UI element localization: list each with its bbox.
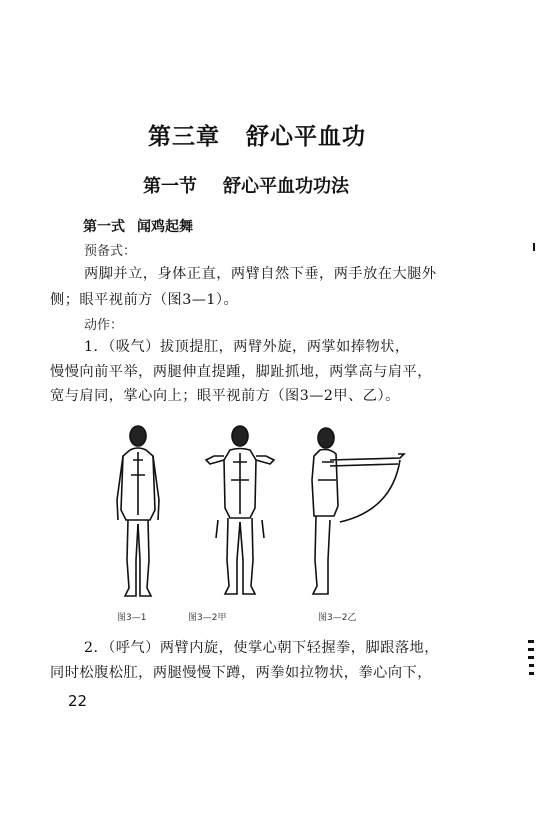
section-number: 第一节 [143, 176, 197, 197]
scan-mark [529, 672, 534, 675]
chapter-title: 舒心平血功 [246, 123, 366, 150]
step1-line-2: 慢慢向前平举，两腿伸直提踵，脚趾抓地，两掌高与肩平， [50, 364, 432, 380]
scan-mark [528, 656, 534, 659]
page-number: 22 [68, 692, 88, 710]
caption-figure-3-2b: 图3—2乙 [318, 613, 357, 623]
step1-line-3: 宽与肩同，掌心向上；眼平视前方（图3—2甲、乙）。 [50, 388, 400, 404]
section-heading [143, 172, 349, 198]
figure-3-1-standing-illustration [103, 420, 173, 605]
prep-line-1: 两脚并立，身体正直，两臂自然下垂，两手放在大腿外 [84, 266, 437, 282]
step1-line-1: 1．（吸气）拔顶提肛，两臂外旋，两掌如捧物状， [84, 339, 410, 355]
chapter-number: 第三章 [148, 123, 220, 150]
scan-mark [528, 648, 534, 651]
prep-label: 预备式： [84, 244, 137, 259]
section-title: 舒心平血功功法 [223, 176, 349, 197]
caption-figure-3-2a: 图3—2甲 [188, 613, 227, 623]
prep-line-2: 侧；眼平视前方（图3—1）。 [50, 292, 239, 308]
scan-mark [533, 243, 535, 251]
form-number: 第一式 [83, 219, 125, 235]
scan-mark [529, 664, 534, 667]
step2-line-2: 同时松腹松肛，两腿慢慢下蹲，两拳如拉物状，拳心向下， [50, 665, 432, 681]
action-label: 动作： [84, 318, 124, 333]
figure-3-2b-side-raise-illustration [300, 420, 410, 605]
form-name: 闻鸡起舞 [137, 219, 193, 235]
scan-mark [528, 640, 534, 643]
figure-3-2a-front-raise-illustration [200, 420, 280, 605]
caption-figure-3-1: 图3—1 [117, 613, 147, 623]
form-heading [83, 216, 193, 236]
chapter-heading [148, 118, 366, 151]
step2-line-1: 2．（呼气）两臂内旋，使掌心朝下轻握拳，脚跟落地， [84, 640, 439, 656]
